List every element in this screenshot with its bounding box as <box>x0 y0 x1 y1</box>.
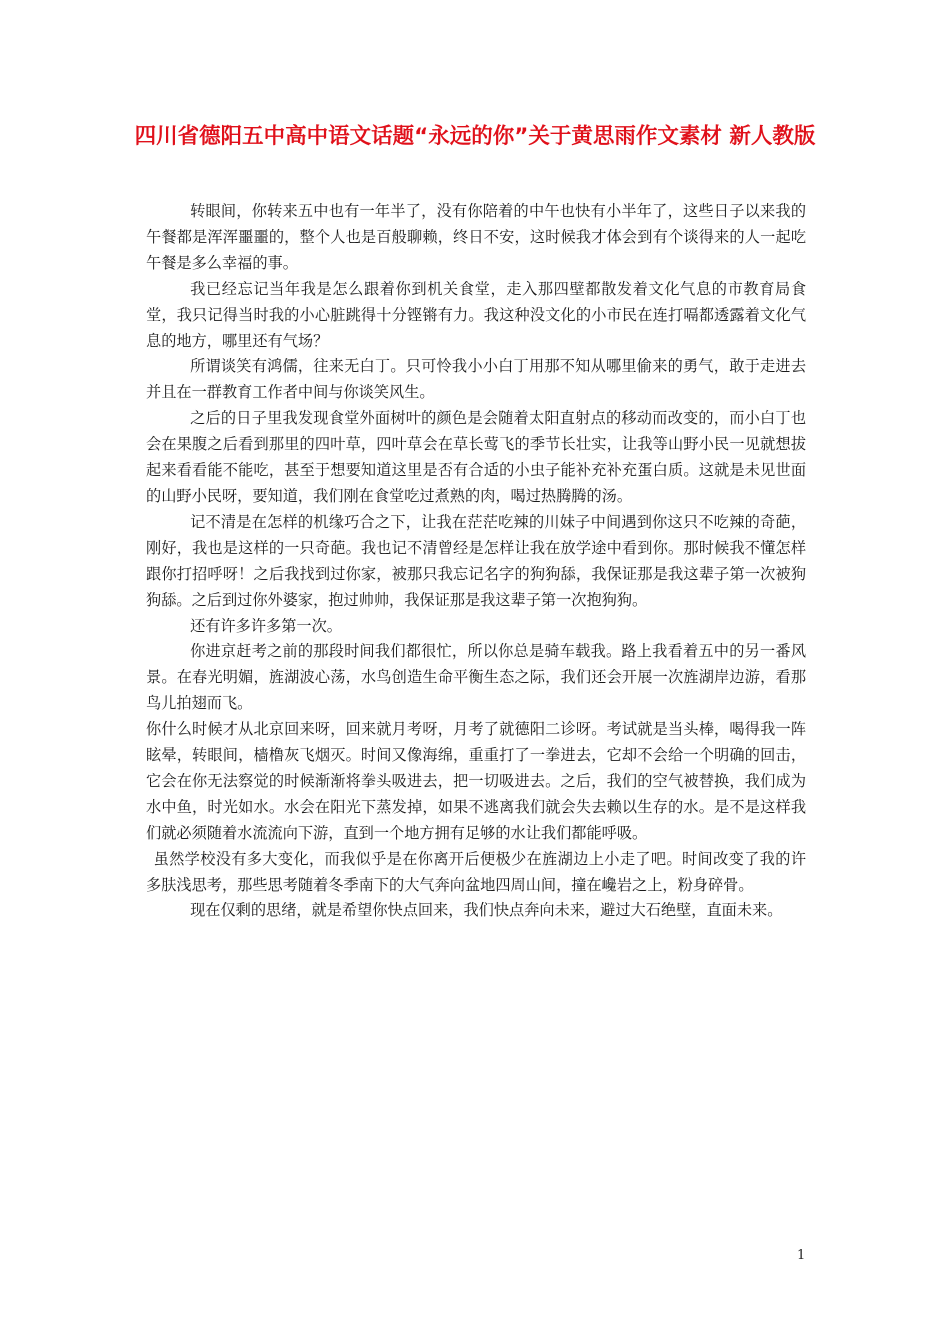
document-title: 四川省德阳五中高中语文话题“永远的你”关于黄思雨作文素材 新人教版 <box>134 124 816 149</box>
paragraph-2: 我已经忘记当年我是怎么跟着你到机关食堂，走入那四壁都散发着文化气息的市教育局食堂，我只记得当时我的小心脏跳得十分铿锵有力。我这种没文化的小市民在连打嗝都透露着文化气息的地方，哪里还有气场？ <box>146 279 806 350</box>
page-number: 1 <box>797 1248 806 1263</box>
paragraph-10: 现在仅剩的思绪，就是希望你快点回来，我们快点奔向未来，避过大石绝壁，直面未来。 <box>190 901 783 920</box>
paragraph-6: 还有许多许多第一次。 <box>190 616 342 635</box>
paragraph-7: 你进京赶考之前的那段时间我们都很忙，所以你总是骑车载我。路上我看着五中的另一番风景。在春光明媚，旌湖波心荡，水鸟创造生命平衡生态之际，我们还会开展一次旌湖岸边游，看那鸟儿拍翅而飞。 <box>146 642 806 713</box>
paragraph-8: 你什么时候才从北京回来呀，回来就月考呀，月考了就德阳二诊呀。考试就是当头棒，喝得我一阵眩晕，转眼间，樯橹灰飞烟灭。时间又像海绵，重重打了一拳进去，它却不会给一个明确的回击，它会在你无法察觉的时候渐渐将拳头吸进去，把一切吸进去。之后，我们的空气被替换，我们成为水中鱼，时光如水。水会在阳光下蒸发掉，如果不逃离我们就会失去赖以生存的水。是不是这样我们就必须随着水流流向下游，直到一个地方拥有足够的水让我们都能呼吸。 <box>146 720 806 842</box>
paragraph-3: 所谓谈笑有鸿儒，往来无白丁。只可怜我小小白丁用那不知从哪里偷来的勇气，敢于走进去并且在一群教育工作者中间与你谈笑风生。 <box>146 357 806 402</box>
article-body <box>146 199 806 924</box>
paragraph-9: 虽然学校没有多大变化，而我似乎是在你离开后便极少在旌湖边上小走了吧。时间改变了我的许多肤浅思考，那些思考随着冬季南下的大气奔向盆地四周山间，撞在巉岩之上，粉身碎骨。 <box>146 849 806 894</box>
paragraph-1: 转眼间，你转来五中也有一年半了，没有你陪着的中午也快有小半年了，这些日子以来我的午餐都是浑浑噩噩的，整个人也是百般聊赖，终日不安，这时候我才体会到有个谈得来的人一起吃午餐是多么幸福的事。 <box>146 202 806 272</box>
paragraph-4: 之后的日子里我发现食堂外面树叶的颜色是会随着太阳直射点的移动而改变的，而小白丁也会在果腹之后看到那里的四叶草，四叶草会在草长莺飞的季节长壮实，让我等山野小民一见就想拔起来看看能不能吃，甚至于想要知道这里是否有合适的小虫子能补充补充蛋白质。这就是未见世面的山野小民呀，要知道，我们刚在食堂吃过煮熟的肉，喝过热腾腾的汤。 <box>146 409 806 505</box>
paragraph-5: 记不清是在怎样的机缘巧合之下，让我在茫茫吃辣的川妹子中间遇到你这只不吃辣的奇葩，刚好，我也是这样的一只奇葩。我也记不清曾经是怎样让我在放学途中看到你。那时候我不懂怎样跟你打招呼呀！之后我找到过你家，被那只我忘记名字的狗狗舔，我保证那是我这辈子第一次被狗狗舔。之后到过你外婆家，抱过帅帅，我保证那是我这辈子第一次抱狗狗。 <box>146 512 806 609</box>
